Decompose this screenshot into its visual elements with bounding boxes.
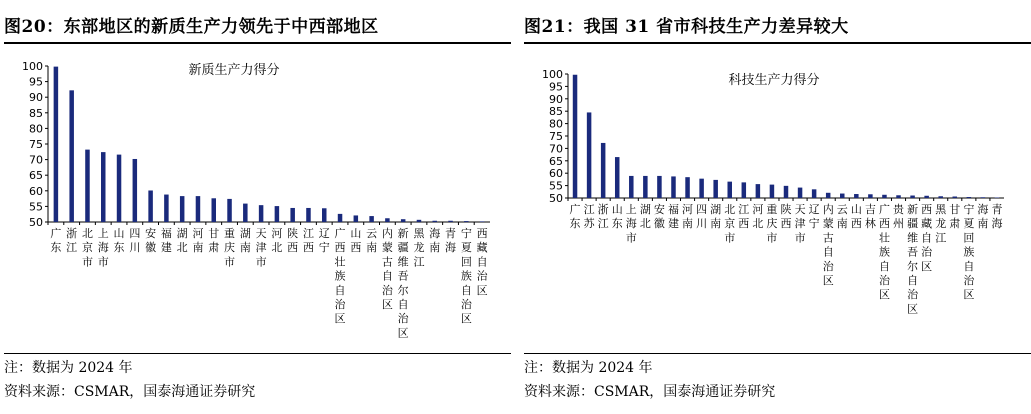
bar (981, 197, 986, 198)
chart-tech-productivity (524, 44, 1031, 352)
x-tick-label: 广西壮族自治区 (334, 227, 346, 326)
x-tick-label: 江苏 (583, 203, 595, 231)
x-tick-label: 黑龙江 (935, 203, 947, 245)
figure-note: 注：数据为 2024 年 (4, 360, 133, 376)
bar (910, 196, 915, 198)
bar (854, 194, 859, 198)
bar (180, 196, 185, 222)
bar (742, 182, 747, 198)
bar (713, 180, 718, 198)
bar (685, 177, 690, 198)
x-tick-label: 宁夏回族自治区 (460, 227, 472, 326)
y-tick-label: 100 (542, 68, 563, 81)
y-tick-label: 50 (29, 216, 43, 229)
figure-note: 注：数据为 2024 年 (524, 360, 653, 376)
y-tick-label: 75 (29, 138, 43, 151)
x-tick-label: 上海市 (625, 203, 637, 245)
bar (417, 220, 422, 222)
bar (770, 185, 775, 198)
bar (953, 197, 958, 198)
bar (629, 176, 634, 198)
x-tick-label: 辽宁 (808, 203, 820, 231)
x-tick-label: 广东 (50, 227, 62, 255)
bar (212, 198, 217, 222)
x-tick-label: 西藏自治区 (476, 227, 488, 297)
y-tick-label: 90 (29, 91, 43, 105)
x-tick-label: 安徽 (653, 203, 665, 231)
x-tick-label: 江西 (302, 227, 314, 255)
y-tick-label: 65 (29, 169, 43, 183)
bar (840, 194, 845, 198)
figure-panel-21 (524, 0, 1031, 414)
y-tick-label: 95 (29, 75, 43, 89)
x-tick-label: 广西壮族自治区 (878, 203, 890, 302)
x-tick-label: 河北 (271, 227, 283, 255)
x-tick-label: 山西 (350, 227, 362, 255)
bar (727, 182, 732, 198)
bar (196, 196, 201, 222)
chart-title: 科技生产力得分 (728, 73, 820, 88)
bar (798, 188, 803, 198)
x-tick-label: 福建 (667, 203, 679, 231)
x-tick-label: 北京市 (724, 203, 736, 245)
bar (464, 221, 469, 222)
chart-new-quality-productivity (4, 44, 511, 352)
x-tick-label: 湖北 (176, 227, 188, 255)
figure-panel-20 (4, 0, 511, 414)
y-tick-label: 65 (549, 154, 563, 168)
bar (69, 90, 74, 222)
x-tick-label: 西藏自治区 (921, 203, 933, 273)
x-tick-label: 重庆市 (224, 227, 236, 269)
bar (117, 155, 122, 222)
bar (671, 176, 676, 198)
y-tick-label: 85 (549, 105, 563, 119)
x-tick-label: 内蒙古自治区 (822, 203, 834, 287)
x-tick-label: 天津市 (255, 227, 267, 269)
bar (615, 157, 620, 198)
bar (369, 216, 374, 222)
figure-title: 图20：东部地区的新质生产力领先于中西部地区 (4, 17, 379, 37)
x-tick-label: 新疆维吾尔自治区 (907, 203, 919, 316)
bar (290, 208, 295, 222)
y-tick-label: 70 (29, 153, 43, 167)
x-tick-label: 山东 (611, 203, 623, 231)
bar (882, 195, 887, 198)
bar (275, 206, 280, 222)
x-tick-label: 湖南 (239, 227, 251, 255)
bar (448, 221, 453, 222)
x-tick-label: 湖南 (710, 203, 722, 231)
x-tick-label: 上海市 (97, 227, 109, 269)
bar (967, 197, 972, 198)
y-tick-label: 85 (29, 106, 43, 120)
x-tick-label: 云南 (366, 227, 378, 255)
bar (164, 195, 169, 222)
x-tick-label: 新疆维吾尔自治区 (397, 227, 409, 340)
x-tick-label: 广东 (569, 203, 581, 231)
bar (699, 179, 704, 198)
y-tick-label: 75 (549, 130, 563, 143)
y-tick-label: 95 (549, 80, 563, 94)
bar (433, 221, 438, 222)
bar (385, 218, 390, 222)
bar (322, 208, 327, 222)
bar (657, 176, 662, 198)
x-tick-label: 陕西 (780, 203, 792, 231)
figure-source: 资料来源：CSMAR，国泰海通证券研究 (4, 384, 256, 400)
x-tick-label: 云南 (836, 203, 848, 231)
bar (148, 190, 153, 222)
bar (643, 176, 648, 198)
y-tick-label: 55 (549, 179, 563, 193)
bar (338, 214, 343, 222)
x-tick-label: 四川 (129, 227, 141, 255)
x-tick-label: 安徽 (145, 227, 157, 255)
x-tick-label: 北京市 (81, 227, 93, 269)
bar (784, 186, 789, 198)
bar (243, 204, 248, 222)
bar (868, 194, 873, 198)
y-tick-label: 80 (29, 122, 43, 136)
bar (259, 205, 264, 222)
x-tick-label: 浙江 (597, 203, 609, 231)
bottom-rule (524, 353, 1031, 354)
bar (227, 199, 232, 222)
bar (54, 67, 59, 222)
bar (924, 196, 929, 198)
bar (587, 112, 592, 198)
x-tick-label: 河南 (682, 203, 694, 231)
bar (896, 195, 901, 198)
bar (401, 219, 406, 222)
bar (938, 196, 943, 198)
x-tick-label: 天津市 (794, 203, 806, 245)
bar (826, 193, 831, 198)
y-tick-label: 100 (22, 60, 43, 73)
figure-source: 资料来源：CSMAR，国泰海通证券研究 (524, 384, 776, 400)
bar (756, 184, 761, 198)
x-tick-label: 贵州 (893, 203, 905, 231)
bar (354, 215, 359, 222)
y-tick-label: 50 (549, 192, 563, 205)
x-tick-label: 青海 (445, 227, 457, 255)
x-tick-label: 四川 (696, 203, 708, 231)
y-tick-label: 90 (549, 92, 563, 106)
bar (306, 208, 311, 222)
bar (601, 143, 606, 198)
x-tick-label: 辽宁 (318, 227, 330, 255)
x-tick-label: 宁夏回族自治区 (963, 203, 975, 302)
chart-title: 新质生产力得分 (188, 63, 280, 78)
y-tick-label: 55 (29, 200, 43, 214)
x-tick-label: 甘肃 (208, 227, 220, 255)
x-tick-label: 海南 (977, 203, 989, 231)
bar (480, 221, 485, 222)
x-tick-label: 甘肃 (949, 203, 961, 231)
bottom-rule (4, 353, 511, 354)
x-tick-label: 陕西 (287, 227, 299, 255)
bar (133, 159, 138, 222)
bar (85, 150, 90, 222)
x-tick-label: 江西 (738, 203, 750, 231)
x-tick-label: 重庆市 (766, 203, 778, 245)
x-tick-label: 青海 (991, 203, 1003, 231)
x-tick-label: 海南 (429, 227, 441, 255)
x-tick-label: 湖北 (639, 203, 651, 231)
x-tick-label: 内蒙古自治区 (381, 227, 393, 311)
x-tick-label: 河北 (752, 203, 764, 231)
y-tick-label: 80 (549, 117, 563, 131)
figure-title: 图21：我国 31 省市科技生产力差异较大 (524, 17, 849, 37)
x-tick-label: 山东 (113, 227, 125, 255)
y-tick-label: 70 (549, 142, 563, 156)
y-tick-label: 60 (29, 184, 43, 198)
x-tick-label: 河南 (192, 227, 204, 255)
x-tick-label: 浙江 (66, 227, 78, 255)
x-tick-label: 福建 (160, 227, 172, 255)
y-tick-label: 60 (549, 167, 563, 181)
x-tick-label: 黑龙江 (413, 227, 425, 269)
x-tick-label: 吉林 (864, 203, 876, 231)
bar (101, 152, 106, 222)
x-tick-label: 山西 (850, 203, 862, 231)
bar (812, 189, 817, 198)
bar (573, 75, 578, 198)
